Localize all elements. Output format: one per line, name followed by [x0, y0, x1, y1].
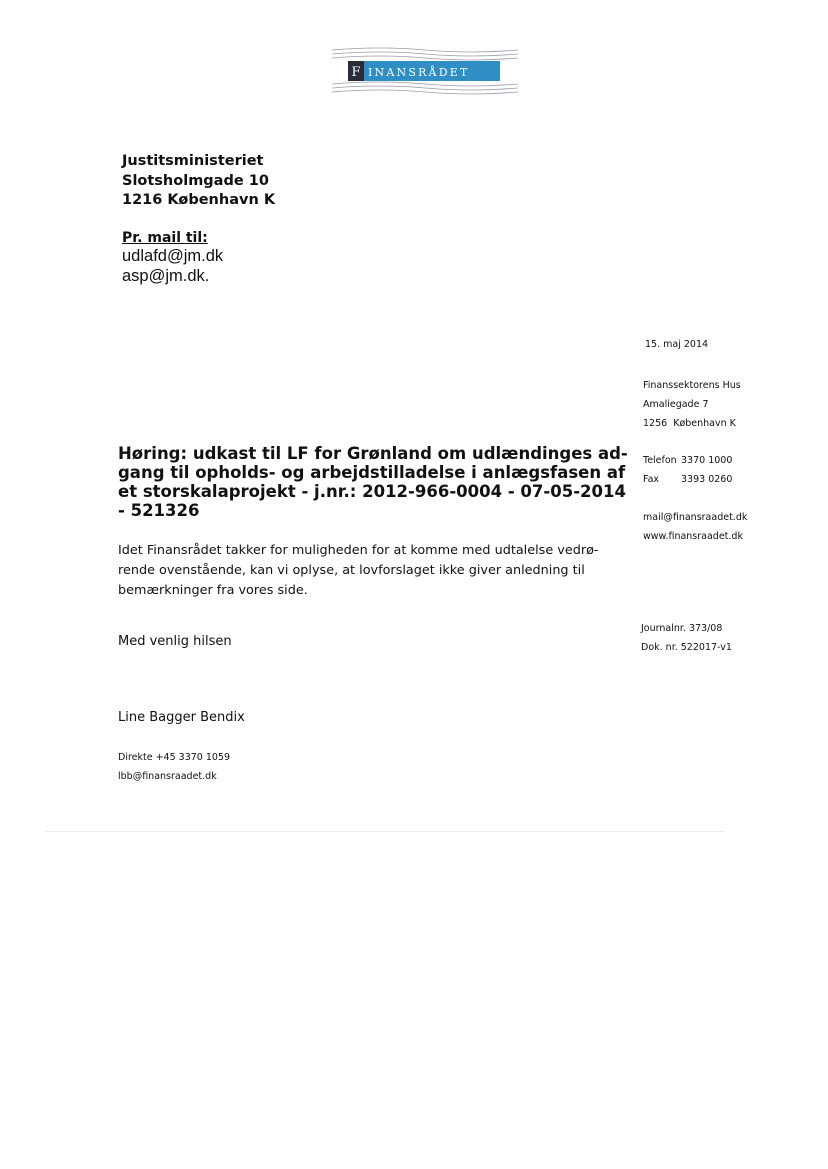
sender-address: [643, 376, 741, 433]
body-line-1: Idet Finansrådet takker for muligheden for at komme med udtalelse vedrø-: [118, 543, 599, 558]
fax-label: Fax: [643, 474, 660, 485]
sender-email[interactable]: mail@finansraadet.dk: [643, 512, 748, 523]
mail-addresses: [122, 246, 223, 286]
mail-address-2[interactable]: asp@jm.dk.: [122, 267, 210, 285]
subject-line-2: gang til opholds- og arbejdstilladelse i anlægsfasen af: [118, 463, 626, 482]
recipient-name: Justitsministeriet: [122, 153, 264, 169]
logo-initial: F: [351, 65, 361, 80]
phone-row: [643, 451, 732, 470]
body-line-2: rende ovenstående, kan vi oplyse, at lovforslaget ikke giver anledning til: [118, 563, 585, 578]
fax-number: 3393 0260: [681, 474, 733, 485]
letter-body: [118, 541, 608, 601]
signer-email[interactable]: lbb@finansraadet.dk: [118, 771, 217, 782]
letter-subject: [118, 444, 628, 520]
body-line-3: bemærkninger fra vores side.: [118, 583, 308, 598]
sender-web: [643, 508, 747, 546]
signer-name: Line Bagger Bendix: [118, 710, 245, 725]
closing-greeting: Med venlig hilsen: [118, 634, 232, 649]
logo-wordmark: INANSRÅDET: [368, 66, 470, 79]
recipient-street: Slotsholmgade 10: [122, 172, 269, 189]
mail-to-label: Pr. mail til:: [122, 230, 208, 246]
subject-line-1: Høring: udkast til LF for Grønland om udlændinges ad-: [118, 444, 628, 463]
sender-building: Finanssektorens Hus: [643, 380, 741, 391]
recipient-city: 1216 København K: [122, 192, 276, 208]
sender-city: 1256 København K: [643, 418, 736, 429]
mail-address-1[interactable]: udlafd@jm.dk: [122, 247, 224, 265]
sender-website[interactable]: www.finansraadet.dk: [643, 531, 743, 542]
document-number: Dok. nr. 522017-v1: [641, 642, 732, 653]
page-divider: [45, 831, 725, 832]
sender-street: Amaliegade 7: [643, 399, 709, 410]
phone-number: 3370 1000: [681, 455, 733, 466]
journal-number: Journalnr. 373/08: [641, 623, 723, 634]
finansraadet-logo: [330, 46, 520, 96]
subject-line-4: - 521326: [118, 501, 200, 520]
document-references: [641, 619, 732, 657]
fax-row: [643, 470, 732, 489]
signer-contact: [118, 748, 230, 786]
phone-label: Telefon: [643, 455, 677, 466]
letter-date: 15. maj 2014: [645, 339, 709, 350]
sender-contact: [643, 451, 732, 489]
signer-phone: Direkte +45 3370 1059: [118, 752, 231, 763]
recipient-address: [122, 152, 275, 211]
subject-line-3: et storskalaprojekt - j.nr.: 2012-966-0004 - 07-05-2014: [118, 482, 626, 501]
